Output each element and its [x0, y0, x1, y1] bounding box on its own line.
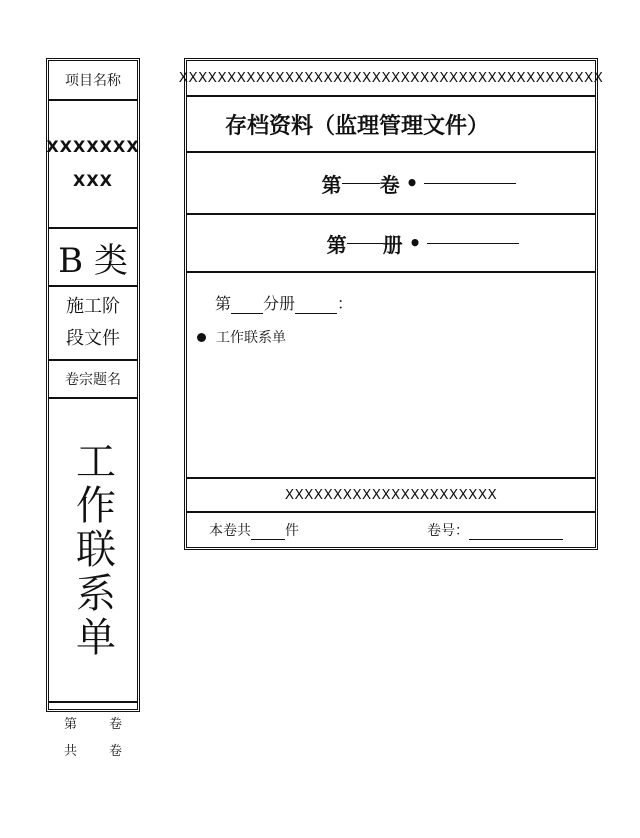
spine-footer-row1-right: 卷 — [108, 717, 122, 732]
project-name-value — [46, 101, 140, 229]
spine-footer-row1-left: 第 — [64, 717, 78, 732]
sub-colon: ： — [337, 294, 354, 313]
cover-title: 存档资料（监理管理文件） — [187, 97, 595, 153]
sub-label: 分册 — [263, 294, 296, 313]
booklet-line — [187, 215, 595, 273]
sub-volume-line — [215, 291, 353, 314]
count-blank — [251, 539, 285, 540]
sub-name-blank — [295, 313, 337, 314]
booklet-name-blank — [427, 243, 519, 244]
list-item — [197, 327, 286, 347]
volume-title-cell — [49, 399, 137, 703]
volume-title-label: 卷宗题名 — [49, 361, 137, 399]
bullet-dot: • — [405, 171, 419, 195]
volume-label: 卷 — [379, 172, 400, 197]
volume-title: 工作联系单 — [69, 440, 116, 660]
cover-footer — [187, 513, 595, 547]
cover-card — [178, 58, 604, 550]
count-suffix: 件 — [285, 523, 299, 539]
sub-number-blank — [231, 313, 263, 314]
booklet-prefix: 第 — [326, 232, 347, 257]
volume-prefix: 第 — [321, 172, 342, 197]
bottom-code: XXXXXXXXXXXXXXXXXXXXXX — [187, 479, 595, 513]
spine-footer — [49, 703, 137, 769]
volume-number — [427, 520, 563, 540]
project-name-line1: XXXXXXX — [46, 137, 140, 156]
volume-no-blank — [469, 539, 563, 540]
spine-footer-row2-left: 共 — [64, 744, 78, 759]
item-count — [209, 520, 299, 540]
bullet-dot: • — [408, 231, 422, 255]
bullet-icon — [197, 333, 206, 342]
volume-no-label: 卷号： — [427, 523, 469, 539]
booklet-label: 册 — [382, 232, 403, 257]
spine-footer-row1 — [64, 713, 122, 732]
spine-label — [46, 58, 140, 759]
sub-prefix: 第 — [215, 294, 232, 313]
stage-line1: 施工阶 — [66, 296, 120, 317]
volume-number-blank — [342, 183, 380, 184]
list-item-label: 工作联系单 — [216, 330, 286, 346]
volume-name-blank — [424, 183, 516, 184]
contents-section — [187, 273, 595, 479]
stage — [49, 287, 137, 361]
spine-footer-row2 — [64, 740, 122, 759]
top-code: XXXXXXXXXXXXXXXXXXXXXXXXXXXXXXXXXXXXXXXXXXXX — [187, 61, 595, 97]
project-name-label: 项目名称 — [49, 61, 137, 101]
project-name-line2: XXX — [73, 171, 114, 190]
volume-line — [187, 153, 595, 215]
booklet-number-blank — [347, 243, 383, 244]
count-prefix: 本卷共 — [209, 523, 251, 539]
stage-line2: 段文件 — [66, 328, 120, 349]
spine-footer-row2-right: 卷 — [108, 744, 122, 759]
category: B 类 — [49, 229, 137, 287]
